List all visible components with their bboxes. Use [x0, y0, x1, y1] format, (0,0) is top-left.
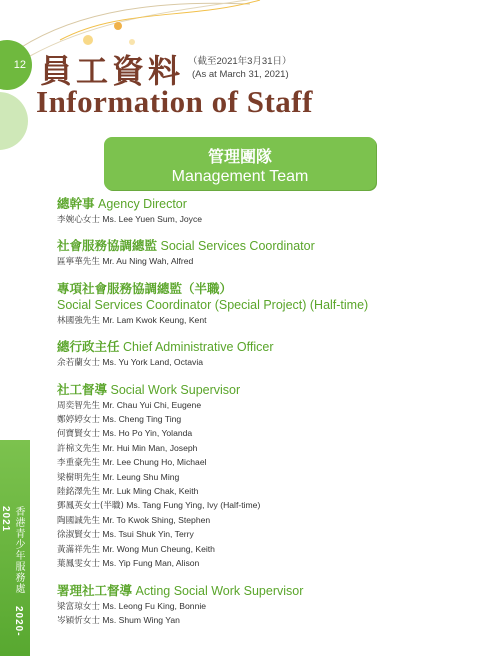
staff-member: [57, 356, 467, 370]
section-heading: [57, 339, 467, 355]
side-label: [0, 506, 26, 656]
staff-name-en: Mr. Lam Kwok Keung, Kent: [102, 314, 207, 325]
staff-name-en: Ms. Tsui Shuk Yin, Terry: [102, 529, 194, 540]
staff-name-en: Ms. Lee Yuen Sum, Joyce: [102, 214, 203, 224]
staff-member: [57, 543, 467, 557]
staff-name-en: Mr. Leung Shu Ming: [102, 471, 180, 482]
staff-member: [57, 499, 467, 513]
decorative-circle: [0, 92, 28, 150]
staff-member: [57, 255, 467, 269]
section-heading-en: Social Services Coordinator: [160, 239, 315, 254]
staff-name-cn: 李重豪先生: [57, 458, 100, 469]
staff-section: [57, 196, 467, 227]
staff-name-en: Ms. Yip Fung Man, Alison: [102, 558, 200, 569]
staff-name-en: Ms. Shum Wing Yan: [102, 614, 180, 625]
staff-member: [57, 427, 467, 441]
staff-name-en: Ms. Cheng Ting Ting: [102, 414, 182, 425]
staff-section: [57, 281, 467, 328]
side-org: 香港青少年服務處: [13, 506, 24, 594]
staff-name-en: Mr. Hui Min Man, Joseph: [102, 442, 198, 453]
staff-name-cn: 鄧鳳英女士(半職): [57, 501, 124, 512]
staff-name-cn: 葉鳳雯女士: [57, 559, 100, 570]
staff-member: [57, 614, 467, 628]
staff-member: [57, 600, 467, 614]
staff-name-en: Mr. Lee Chung Ho, Michael: [102, 457, 207, 468]
staff-section: [57, 238, 467, 269]
staff-name-en: Mr. Wong Mun Cheung, Keith: [102, 543, 215, 554]
staff-name-cn: 區寧華先生: [57, 257, 100, 268]
section-heading-cn: 專項社會服務協調總監（半職）: [57, 280, 233, 296]
as-of-en: (As at March 31, 2021): [192, 69, 289, 80]
as-of-date: [188, 55, 291, 81]
staff-member: [57, 528, 467, 542]
staff-name-cn: 李婉心女士: [57, 215, 100, 225]
staff-list: [57, 196, 467, 639]
section-heading: [57, 583, 467, 599]
staff-name-en: Mr. To Kwok Shing, Stephen: [102, 514, 211, 525]
page-title-cn: 員工資料: [40, 52, 185, 90]
staff-name-en: Mr. Luk Ming Chak, Keith: [102, 486, 199, 497]
staff-name-cn: 黃滿祥先生: [57, 544, 100, 555]
section-heading-en: Chief Administrative Officer: [123, 340, 274, 355]
staff-member: [57, 456, 467, 470]
staff-name-en: Ms. Yu York Land, Octavia: [102, 357, 204, 368]
staff-section: [57, 339, 467, 370]
staff-section: [57, 382, 467, 572]
staff-name-cn: 余若蘭女士: [57, 358, 100, 369]
section-heading-en: Social Services Coordinator (Special Project) (Half-time): [57, 297, 369, 312]
section-heading-en: Acting Social Work Supervisor: [135, 583, 304, 598]
staff-name-cn: 岑穎忻女士: [57, 615, 100, 626]
section-heading-cn: 社會服務協調總監: [57, 238, 158, 254]
staff-name-en: Ms. Leong Fu King, Bonnie: [102, 600, 207, 611]
staff-name-cn: 梁樹明先生: [57, 472, 100, 483]
staff-member: [57, 314, 467, 328]
staff-name-en: Ms. Tang Fung Ying, Ivy (Half-time): [126, 500, 261, 511]
staff-name-en: Mr. Chau Yui Chi, Eugene: [102, 399, 202, 410]
staff-name-cn: 鄭婷婷女士: [57, 415, 100, 426]
staff-name-cn: 許棉文先生: [57, 443, 100, 454]
staff-section: [57, 583, 467, 629]
page-number: 12: [0, 40, 32, 90]
section-heading: [57, 281, 467, 313]
staff-member: [57, 471, 467, 485]
section-banner: [104, 137, 376, 190]
staff-name-cn: 陸銘澤先生: [57, 487, 100, 498]
as-of-cn: （截至2021年3月31日）: [188, 56, 292, 67]
section-heading: [57, 238, 467, 254]
staff-name-cn: 陶國誠先生: [57, 515, 100, 526]
section-heading-cn: 社工督導: [57, 381, 108, 397]
staff-name-en: Mr. Au Ning Wah, Alfred: [102, 256, 194, 267]
staff-member: [57, 413, 467, 427]
staff-name-cn: 梁富琼女士: [57, 601, 100, 612]
section-heading-en: Social Work Supervisor: [110, 382, 241, 397]
section-heading-en: Agency Director: [98, 197, 187, 211]
banner-title-en: Management Team: [171, 168, 309, 185]
staff-name-cn: 徐淑賢女士: [57, 530, 100, 541]
staff-member: [57, 485, 467, 499]
staff-member: [57, 514, 467, 528]
banner-title-cn: 管理團隊: [207, 147, 272, 166]
section-heading: [57, 196, 467, 212]
staff-name-en: Ms. Ho Po Yin, Yolanda: [102, 428, 193, 439]
section-heading-cn: 總行政主任: [57, 339, 120, 355]
page-title-en: Information of Staff: [36, 84, 313, 119]
section-heading-cn: 總幹事: [57, 196, 95, 211]
staff-name-cn: 周奕智先生: [57, 400, 100, 411]
section-heading-cn: 署理社工督導: [57, 582, 133, 598]
section-heading: [57, 382, 467, 398]
staff-member: [57, 557, 467, 571]
staff-member: [57, 213, 467, 227]
staff-name-cn: 何寶賢女士: [57, 429, 100, 440]
staff-member: [57, 442, 467, 456]
staff-name-cn: 林國強先生: [57, 315, 100, 326]
side-year: 2020-2021: [0, 506, 24, 637]
staff-member: [57, 399, 467, 413]
